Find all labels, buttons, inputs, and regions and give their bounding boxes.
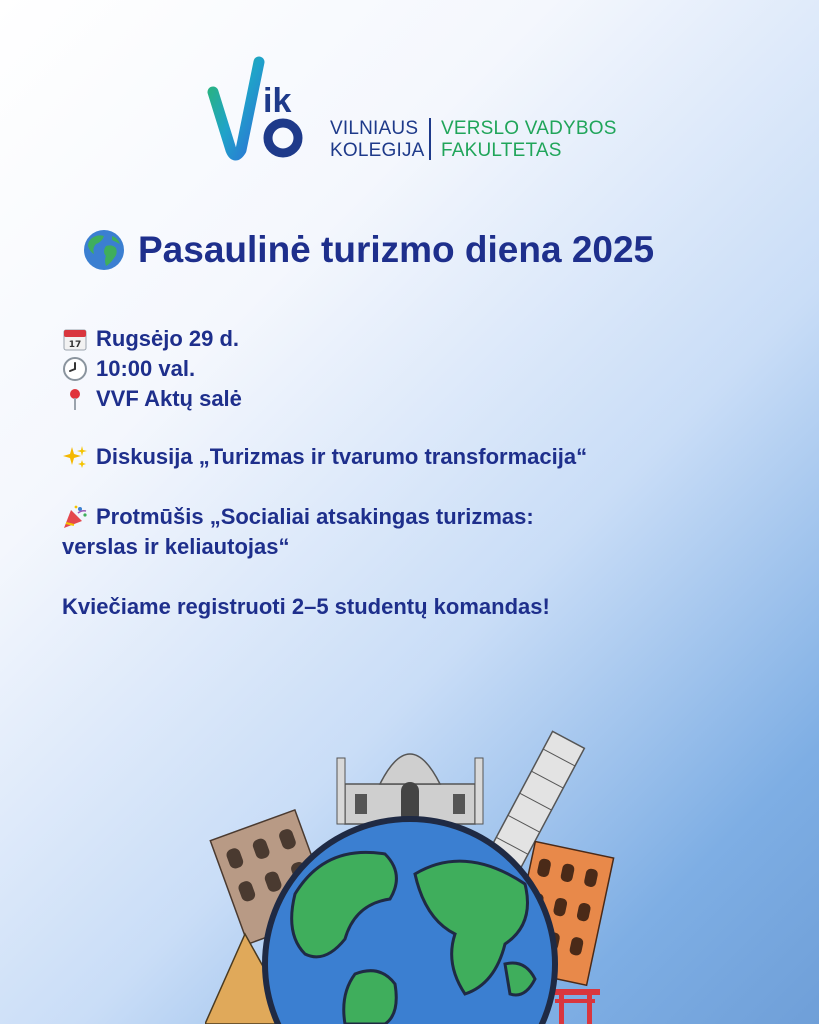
clock-icon <box>62 356 88 382</box>
calendar-icon <box>62 326 88 352</box>
event-details <box>62 324 782 622</box>
logo-faculty-name <box>441 118 617 162</box>
title-text: Pasaulinė turizmo diena 2025 <box>138 229 655 270</box>
event-time: 10:00 val. <box>96 356 196 381</box>
invite-text: Kviečiame registruoti 2–5 studentų komandas! <box>62 594 550 619</box>
discussion-row <box>62 442 782 472</box>
pin-icon <box>62 386 88 412</box>
event-date: Rugsėjo 29 d. <box>96 326 240 351</box>
torii-gate-icon <box>550 989 600 1024</box>
logo-mark-text: ik <box>263 82 292 120</box>
time-row <box>62 354 782 384</box>
sparkles-icon <box>62 444 88 470</box>
taj-mahal-icon <box>337 754 483 824</box>
logo-left-line1: VILNIAUS <box>330 118 419 139</box>
discussion-text: Diskusija „Turizmas ir tvarumo transformacija“ <box>96 444 588 469</box>
party-popper-icon <box>62 504 88 530</box>
event-place: VVF Aktų salė <box>96 386 242 411</box>
date-row <box>62 324 782 354</box>
globe-icon <box>82 228 126 272</box>
page-title <box>82 228 654 272</box>
vik-logo-mark <box>205 52 325 167</box>
logo-right-line1: VERSLO VADYBOS <box>441 118 617 139</box>
logo-right-line2: FAKULTETAS <box>441 140 562 161</box>
quiz-line1: Protmūšis „Socialiai atsakingas turizmas: <box>96 504 534 529</box>
svg-text:17: 17 <box>68 340 82 350</box>
vvf-logo <box>205 52 625 172</box>
place-row <box>62 384 782 414</box>
logo-college-name <box>330 118 425 162</box>
logo-left-line2: KOLEGIJA <box>330 140 425 161</box>
logo-divider <box>429 118 431 160</box>
globe-landmarks-illustration <box>205 724 615 1024</box>
quiz-row <box>62 502 782 532</box>
quiz-line2: verslas ir keliautojas“ <box>62 534 290 559</box>
